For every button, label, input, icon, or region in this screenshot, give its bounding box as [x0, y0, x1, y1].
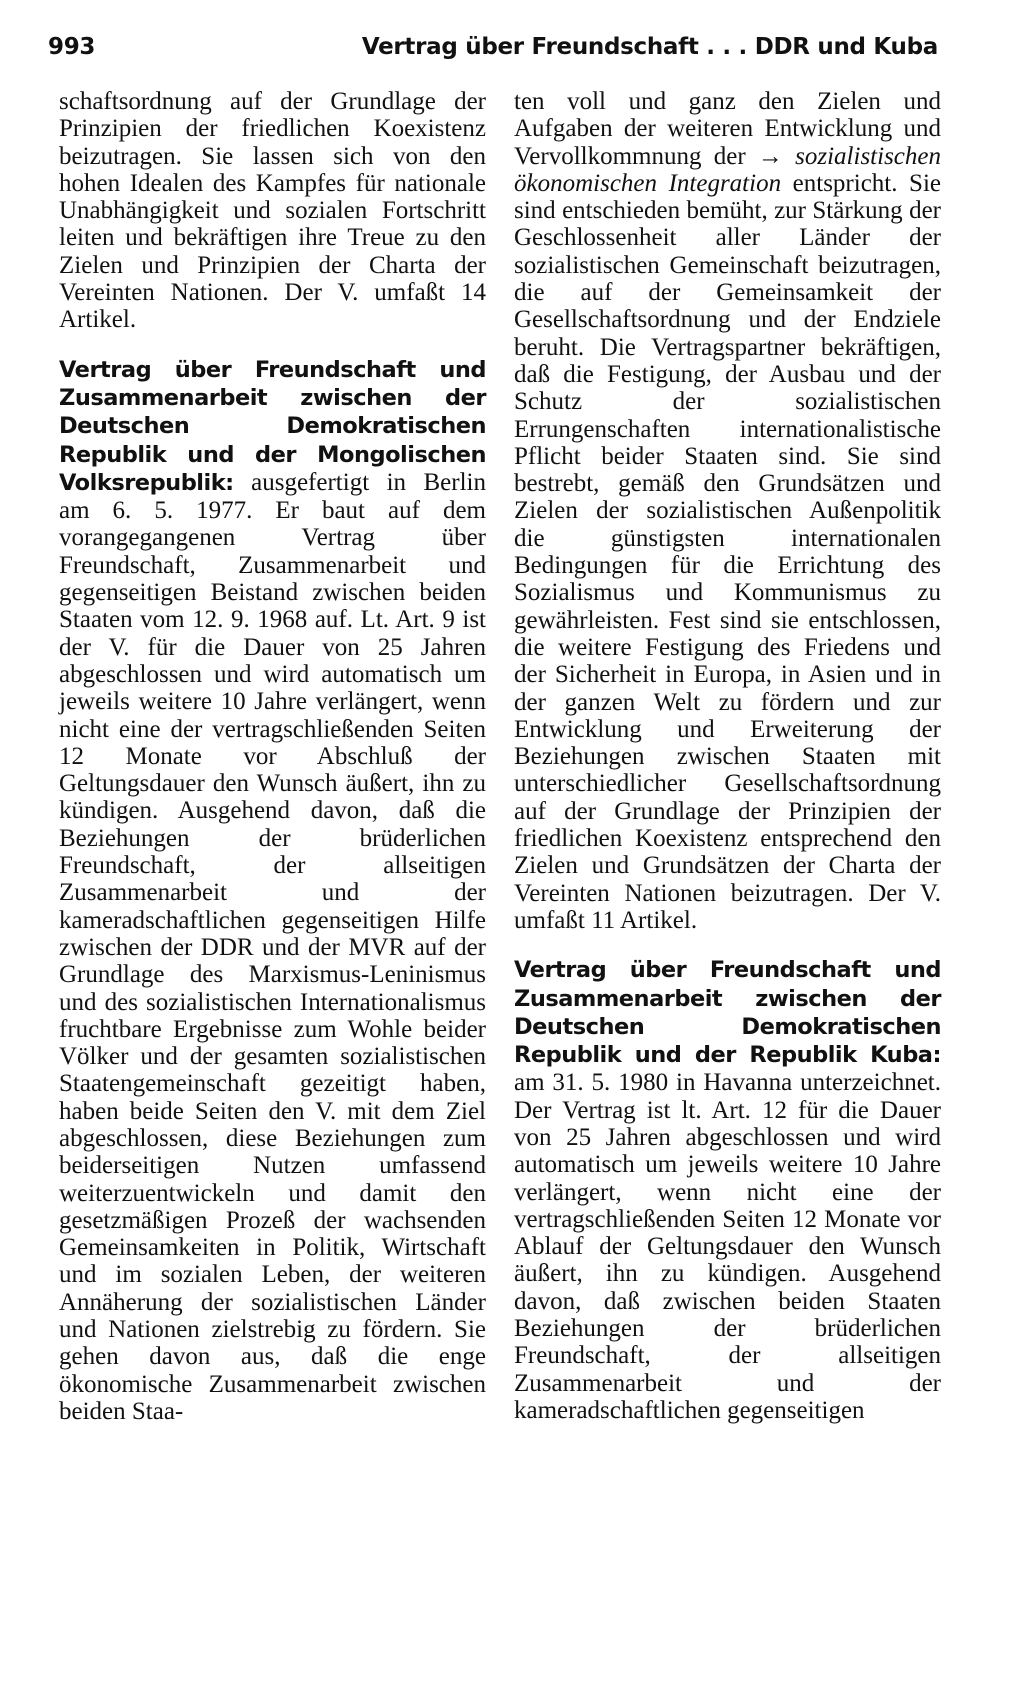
page-number: 993	[48, 34, 96, 60]
continuation-paragraph: schaftsordnung auf der Grundlage der Prinzipien der friedlichen Koexistenz beizutragen. Sie lassen sich von den hohen Idealen des Kampfes für nationale Unabhängigkeit und sozialen Fortschritt leiten und bekräftigen ihre Treue zu den Zielen und Prinzipien der Charta der Vereinten Nationen. Der V. umfaßt 14 Artikel.	[59, 88, 486, 334]
entry-body: ausgefertigt in Berlin am 6. 5. 1977. Er baut auf dem vorangegangenen Vertrag über Freundschaft, Zusammenarbeit und gegenseitigen Beistand zwischen beiden Staaten vom 12. 9. 1968 auf. Lt. Art. 9 ist der V. für die Dauer von 25 Jahren abgeschlossen und wird automatisch um jeweils weitere 10 Jahre verlängert, wenn nicht eine der vertragschließenden Seiten 12 Monate vor Abschluß der Geltungsdauer den Wunsch äußert, ihn zu kündigen. Ausgehend davon, daß die Beziehungen der brüderlichen Freundschaft, der allseitigen Zusammenarbeit und der kameradschaftlichen gegenseitigen Hilfe zwischen der DDR und der MVR auf der Grundlage des Marxismus-Leninismus und des sozialistischen Internationalismus fruchtbare Ergebnisse zum Wohle beider Völker und der gesamten sozialistischen Staatengemeinschaft gezeitigt haben, haben beide Seiten den V. mit dem Ziel abgeschlossen, diese Beziehungen zum beiderseitigen Nutzen umfassend weiterzuentwickeln und damit den gesetzmäßigen Prozeß der wachsenden Gemeinsamkeiten in Politik, Wirtschaft und im sozialen Leben, der weiteren Annäherung der sozialistischen Länder und Nationen zielstrebig zu fördern. Sie gehen davon aus, daß die enge ökonomische Zusammenarbeit zwischen beiden Staa-	[59, 468, 486, 1425]
cross-reference-arrow-icon: →	[757, 142, 783, 170]
page-header	[48, 34, 938, 70]
left-column	[59, 88, 486, 1425]
right-column	[514, 88, 941, 1424]
dictionary-entry-mongolia	[59, 356, 486, 1426]
continuation-text: entspricht. Sie sind entschieden bemüht, zur Stärkung der Geschlossenheit aller Länder der sozialistischen Gemeinschaft beizutragen, die auf der Gemeinsamkeit der Gesellschaftsordnung und der Endziele beruht. Die Vertragspartner bekräftigen, daß die Festigung, der Ausbau und der Schutz der sozialistischen Errungenschaften internationalistische Pflicht beider Staaten sind. Sie sind bestrebt, gemäß den Grundsätzen und Zielen der sozialistischen Außenpolitik die günstigsten internationalen Bedingungen für die Errichtung des Sozialismus und Kommunismus zu gewährleisten. Fest sind sie entschlossen, die weitere Festigung des Friedens und der Sicherheit in Europa, in Asien und in der ganzen Welt zu fördern und zur Entwicklung und Erweiterung der Beziehungen zwischen Staaten mit unterschiedlicher Gesellschaftsordnung auf der Grundlage der Prinzipien der friedlichen Koexistenz entsprechend den Zielen und Grundsätzen der Charta der Vereinten Nationen beizutragen. Der V. umfaßt 11 Artikel.	[514, 169, 942, 934]
dictionary-entry-cuba	[514, 956, 941, 1424]
entry-body: am 31. 5. 1980 in Havanna unterzeichnet. Der Vertrag ist lt. Art. 12 für die Dauer von 25 Jahren abgeschlossen und wird automatisch um jeweils weitere 10 Jahre verlängert, wenn nicht eine der vertragschließenden Seiten 12 Monate vor Ablauf der Geltungsdauer den Wunsch äußert, ihn zu kündigen. Ausgehend davon, daß zwischen beiden Staaten Beziehungen der brüderlichen Freundschaft, der allseitigen Zusammenarbeit und der kameradschaftlichen gegenseitigen	[514, 1069, 941, 1424]
entry-title: Vertrag über Freundschaft und Zusammenarbeit zwischen der Deutschen Demokratischen Republik und der Mongolischen Volksrepublik:	[59, 356, 486, 496]
continuation-paragraph	[514, 88, 941, 934]
continuation-text: ten voll und ganz den Zielen und Aufgaben der weiteren Entwicklung und Vervollkommnung der	[514, 88, 941, 170]
running-head: Vertrag über Freundschaft . . . DDR und Kuba	[361, 34, 938, 60]
cross-reference-link[interactable]: sozialistischen ökonomischen Integration	[514, 142, 941, 197]
entry-title: Vertrag über Freundschaft und Zusammenarbeit zwischen der Deutschen Demokratischen Republik und der Republik Kuba:	[514, 957, 941, 1069]
